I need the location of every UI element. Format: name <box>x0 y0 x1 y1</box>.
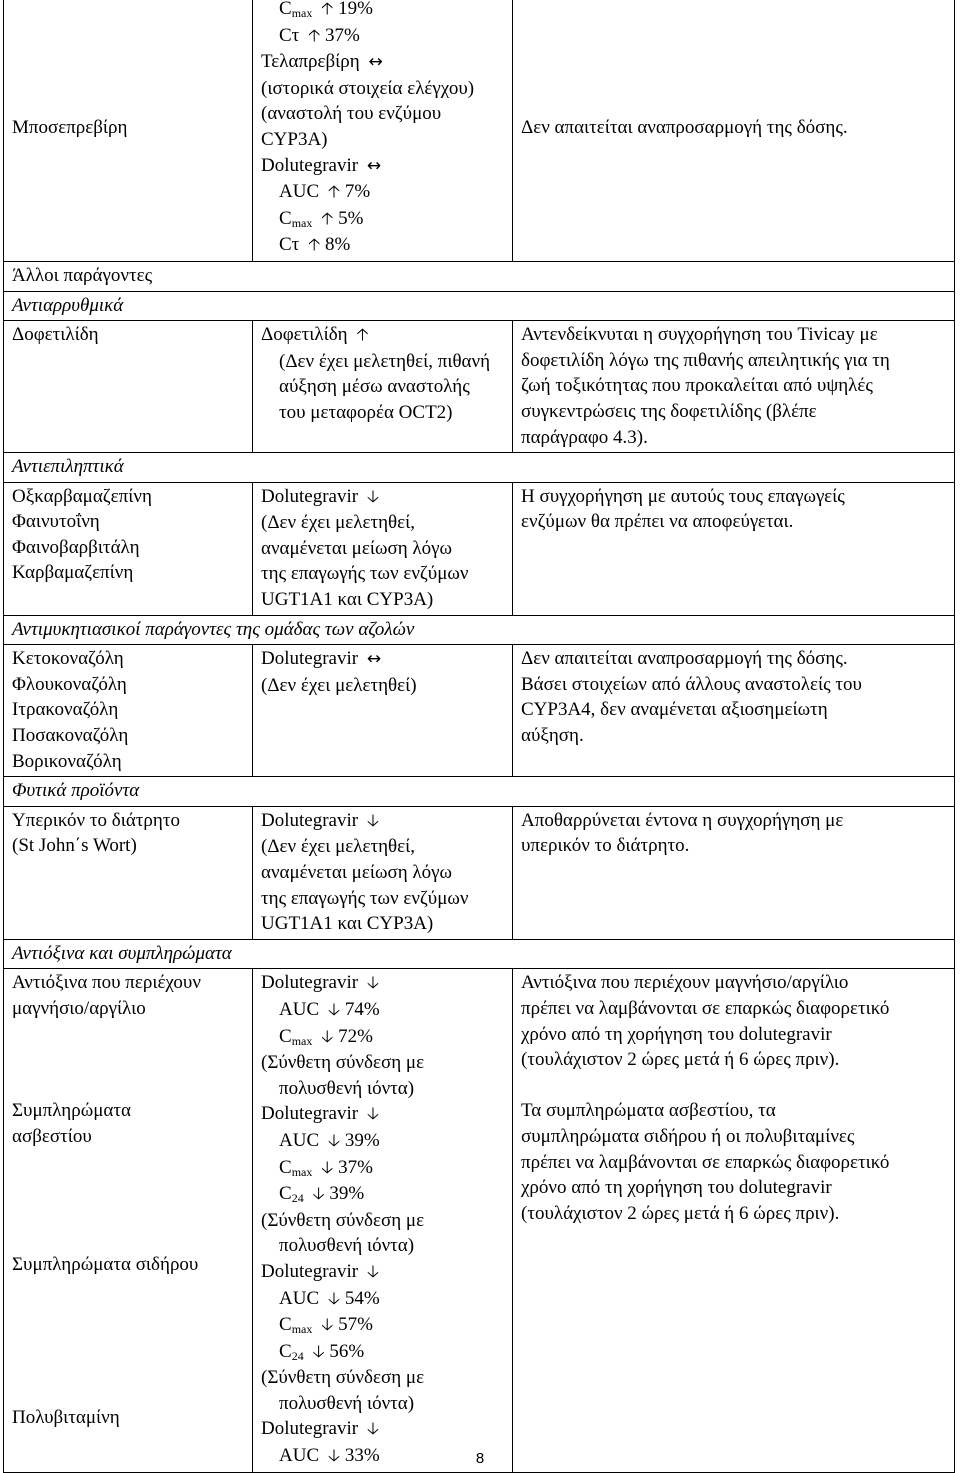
drug-cell <box>4 321 253 453</box>
effect-line: (Δεν έχει μελετηθεί, πιθανή <box>279 350 491 372</box>
effect-line: Dolutegravir 🡣 <box>261 1416 504 1443</box>
recommendation-line: ζωή τοξικότητας που προκαλείται από υψηλές <box>521 375 873 397</box>
effect-line: AUC 🡣 39% <box>261 1128 504 1155</box>
arrow-up-icon: 🡡 <box>308 235 321 256</box>
drug-cell <box>4 969 253 1472</box>
arrow-up-icon: 🡡 <box>321 208 334 229</box>
recommendation-line: Αποθαρρύνεται έντονα η συγχορήγηση με <box>521 809 844 831</box>
recommendation-line: χρόνο από τη χορήγηση του dolutegravir <box>521 1177 832 1199</box>
arrow-down-icon: 🡣 <box>366 973 380 994</box>
drug-name: Βορικοναζόλη <box>12 750 122 772</box>
effect-line: $C_{max}$ 🡣 37% <box>261 1155 504 1182</box>
effect-line: $C_{24}$ 🡣 39% <box>261 1181 504 1208</box>
effect-line: (ιστορικά στοιχεία ελέγχου) <box>261 77 475 99</box>
effect-line: Cτ 🡡 37% <box>261 23 504 50</box>
effect-line: της επαγωγής των ενζύμων <box>261 563 469 585</box>
drug-name: Συμπληρώματα <box>12 1100 131 1122</box>
table-row <box>4 645 955 777</box>
effect-line: AUC 🡣 54% <box>261 1286 504 1313</box>
drug-cell <box>4 645 253 777</box>
recommendation-line: πρέπει να λαμβάνονται σε επαρκώς διαφορετικό <box>521 1151 890 1173</box>
arrow-up-icon: 🡡 <box>327 182 341 203</box>
drug-name: Δοφετιλίδη <box>12 324 99 346</box>
drug-name: Οξκαρβαμαζεπίνη <box>12 485 152 507</box>
arrow-up-icon: 🡡 <box>308 25 321 46</box>
table-row <box>4 806 955 939</box>
recommendation-line: δοφετιλίδη λόγω της πιθανής απειλητικής για τη <box>521 349 890 371</box>
section-header: Αντιαρρυθμικά <box>4 291 955 321</box>
section-header-row <box>4 453 955 483</box>
section-header: Φυτικά προϊόντα <box>4 777 955 807</box>
effect-cell <box>253 321 513 453</box>
drug-name: ασβεστίου <box>12 1125 92 1147</box>
recommendation-line: Τα συμπληρώματα ασβεστίου, τα <box>521 1100 776 1122</box>
recommendation-cell <box>513 321 955 453</box>
effect-cell <box>253 0 513 261</box>
effect-line: $C_{24}$ 🡣 56% <box>261 1339 504 1366</box>
effect-line: Dolutegravir ↔ <box>261 153 504 180</box>
recommendation-cell <box>513 0 955 261</box>
effect-cell <box>253 969 513 1472</box>
effect-line: UGT1A1 και CYP3A) <box>261 913 434 935</box>
recommendation-cell <box>513 806 955 939</box>
effect-line: αναμένεται μείωση λόγω <box>261 862 453 883</box>
recommendation-line: αύξηση. <box>521 725 584 747</box>
effect-line: αναμένεται μείωση λόγω <box>261 537 453 559</box>
drug-cell <box>4 806 253 939</box>
recommendation-line: Η συγχορήγηση με αυτούς τους επαγωγείς <box>521 485 845 507</box>
effect-line: πολυσθενή ιόντα) <box>279 1392 415 1414</box>
effect-line: αύξηση μέσω αναστολής <box>279 376 470 398</box>
effect-line: Dolutegravir 🡣 <box>261 1259 504 1286</box>
recommendation-cell <box>513 645 955 777</box>
effect-line: AUC 🡡 7% <box>261 179 504 206</box>
recommendation-line: Αντιόξινα που περιέχουν μαγνήσιο/αργίλιο <box>521 972 849 994</box>
recommendation-line: πρέπει να λαμβάνονται σε επαρκώς διαφορετικό <box>521 997 890 1019</box>
drug-name: Ποσακοναζόλη <box>12 725 129 747</box>
effect-line: πολυσθενή ιόντα) <box>279 1235 415 1257</box>
arrow-down-icon: 🡣 <box>312 1184 325 1205</box>
drug-name: Φαινοβαρβιτάλη <box>12 536 140 558</box>
drug-name: Πολυβιταμίνη <box>12 1407 120 1429</box>
recommendation-cell <box>513 969 955 1472</box>
effect-line: (αναστολή του ενζύμου <box>261 103 442 125</box>
effect-cell <box>253 806 513 939</box>
effect-line: (Δεν έχει μελετηθεί) <box>261 674 417 696</box>
section-header-row <box>4 777 955 807</box>
drug-name: (St John΄s Wort) <box>12 835 137 857</box>
recommendation-line: υπερικόν το διάτρητο. <box>521 835 690 857</box>
table-row <box>4 482 955 615</box>
section-header-row <box>4 291 955 321</box>
recommendation-line: συγκεντρώσεις της δοφετιλίδης (βλέπε <box>521 400 817 422</box>
table-row <box>4 0 955 261</box>
table-row <box>4 321 955 453</box>
effect-line: της επαγωγής των ενζύμων <box>261 887 469 909</box>
drug-name: Φαινυτοΐνη <box>12 511 100 533</box>
recommendation-text: Δεν απαιτείται αναπροσαρμογή της δόσης. <box>521 116 848 138</box>
drug-name: Αντιόξινα που περιέχουν <box>12 972 201 994</box>
effect-line: (Δεν έχει μελετηθεί, <box>261 836 415 858</box>
arrow-down-icon: 🡣 <box>366 1104 380 1125</box>
arrow-down-icon: 🡣 <box>321 1026 334 1047</box>
section-header: Αντιόξινα και συμπληρώματα <box>4 939 955 969</box>
effect-line: AUC 🡣 33% <box>261 1443 504 1470</box>
recommendation-line: (τουλάχιστον 2 ώρες μετά ή 6 ώρες πριν). <box>521 1202 840 1224</box>
effect-line: Dolutegravir 🡣 <box>261 1101 504 1128</box>
arrow-down-icon: 🡣 <box>366 486 380 507</box>
section-header-row <box>4 939 955 969</box>
recommendation-line: ενζύμων θα πρέπει να αποφεύγεται. <box>521 511 794 533</box>
effect-cell <box>253 645 513 777</box>
drug-name: Μποσεπρεβίρη <box>12 116 128 138</box>
drug-name: Κετοκοναζόλη <box>12 648 124 670</box>
interaction-table <box>3 0 955 1473</box>
drug-name: Συμπληρώματα σιδήρου <box>12 1253 199 1275</box>
arrow-up-icon: 🡡 <box>321 0 334 19</box>
effect-line: $C_{max}$ 🡡 5% <box>261 206 504 233</box>
arrow-up-icon: 🡡 <box>356 325 369 346</box>
effect-line: Cτ 🡡 8% <box>261 232 504 259</box>
recommendation-line: CYP3A4, δεν αναμένεται αξιοσημείωτη <box>521 699 828 721</box>
arrow-down-icon: 🡣 <box>321 1315 334 1336</box>
drug-name: Καρβαμαζεπίνη <box>12 562 134 584</box>
arrow-left-right-icon: ↔ <box>368 52 383 73</box>
recommendation-line: Δεν απαιτείται αναπροσαρμογή της δόσης. <box>521 648 848 670</box>
effect-line: πολυσθενή ιόντα) <box>279 1077 415 1099</box>
recommendation-line: συμπληρώματα σιδήρου ή οι πολυβιταμίνες <box>521 1125 855 1147</box>
drug-name: Φλουκοναζόλη <box>12 673 127 695</box>
effect-line: $C_{max}$ 🡣 72% <box>261 1024 504 1051</box>
effect-line: Dolutegravir ↔ <box>261 646 504 673</box>
section-header: Αντιμυκητιασικοί παράγοντες της ομάδας των αζολών <box>4 615 955 645</box>
effect-line: UGT1A1 και CYP3A) <box>261 589 434 611</box>
arrow-down-icon: 🡣 <box>327 1288 341 1309</box>
drug-name: μαγνήσιο/αργίλιο <box>12 997 146 1019</box>
effect-line: $C_{max}$ 🡣 57% <box>261 1312 504 1339</box>
effect-line: (Δεν έχει μελετηθεί, <box>261 512 415 534</box>
effect-line: (Σύνθετη σύνδεση με <box>261 1052 425 1074</box>
effect-line: Δοφετιλίδη 🡡 <box>261 322 504 349</box>
section-header: Αντιεπιληπτικά <box>4 453 955 483</box>
arrow-left-right-icon: ↔ <box>366 649 382 670</box>
recommendation-line: χρόνο από τη χορήγηση του dolutegravir <box>521 1023 832 1045</box>
recommendation-cell <box>513 482 955 615</box>
drug-cell <box>4 482 253 615</box>
arrow-down-icon: 🡣 <box>327 1446 341 1467</box>
arrow-down-icon: 🡣 <box>327 999 341 1020</box>
effect-line: του μεταφορέα OCT2) <box>279 401 453 423</box>
section-header: Άλλοι παράγοντες <box>4 261 955 291</box>
recommendation-line: (τουλάχιστον 2 ώρες μετά ή 6 ώρες πριν). <box>521 1049 840 1071</box>
section-header-row <box>4 261 955 291</box>
effect-line: Τελαπρεβίρη ↔ <box>261 49 504 76</box>
effect-cell <box>253 482 513 615</box>
arrow-down-icon: 🡣 <box>366 1419 380 1440</box>
page-number: 8 <box>475 1450 485 1467</box>
arrow-down-icon: 🡣 <box>366 1261 380 1282</box>
drug-cell <box>4 0 253 261</box>
recommendation-line: παράγραφο 4.3). <box>521 426 648 448</box>
arrow-down-icon: 🡣 <box>327 1130 341 1151</box>
effect-line: $C_{max}$ 🡡 19% <box>261 0 504 23</box>
section-header-row <box>4 615 955 645</box>
effect-line: AUC 🡣 74% <box>261 997 504 1024</box>
arrow-down-icon: 🡣 <box>321 1157 334 1178</box>
arrow-down-icon: 🡣 <box>366 810 380 831</box>
effect-line: (Σύνθετη σύνδεση με <box>261 1367 425 1389</box>
table-row <box>4 969 955 1472</box>
effect-line: CYP3A) <box>261 128 328 150</box>
effect-line: Dolutegravir 🡣 <box>261 970 504 997</box>
arrow-down-icon: 🡣 <box>312 1341 325 1362</box>
effect-line: Dolutegravir 🡣 <box>261 484 504 511</box>
effect-line: (Σύνθετη σύνδεση με <box>261 1209 425 1231</box>
drug-name: Ιτρακοναζόλη <box>12 699 119 721</box>
recommendation-line: Αντενδείκνυται η συγχορήγηση του Tivicay με <box>521 324 878 346</box>
effect-line: Dolutegravir 🡣 <box>261 808 504 835</box>
recommendation-line: Βάσει στοιχείων από άλλους αναστολείς του <box>521 673 862 695</box>
arrow-left-right-icon: ↔ <box>366 155 382 176</box>
drug-name: Υπερικόν το διάτρητο <box>12 809 180 831</box>
